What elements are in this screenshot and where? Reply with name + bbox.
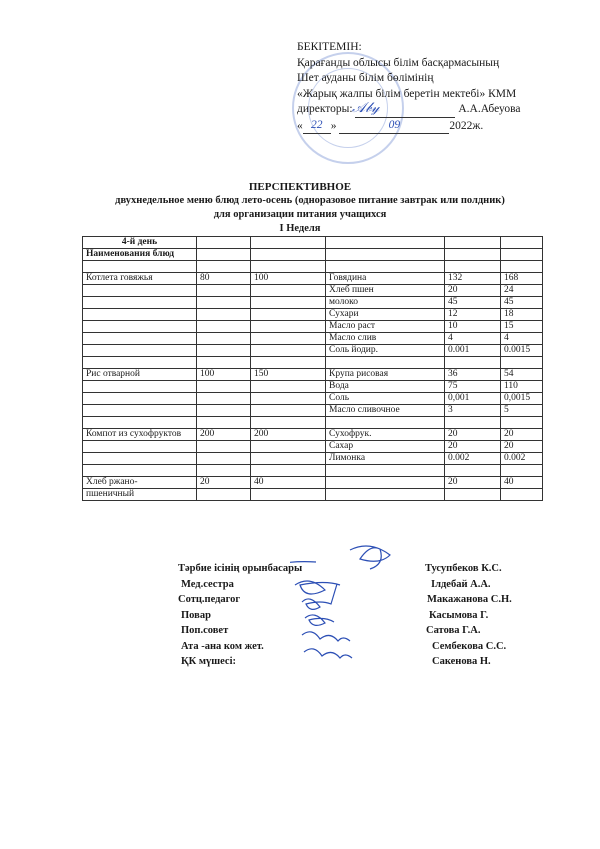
approval-heading: БЕКІТЕМІН: bbox=[297, 41, 362, 53]
signature-mark bbox=[350, 546, 390, 569]
signer-name: Тусупбеков К.С. bbox=[425, 563, 502, 574]
table-row bbox=[83, 285, 543, 297]
table-row bbox=[83, 297, 543, 309]
amount-1-cell bbox=[445, 417, 501, 429]
amount-2-cell: 40 bbox=[501, 477, 543, 489]
dish-name-cell bbox=[83, 465, 197, 477]
amount-2-cell: 54 bbox=[501, 369, 543, 381]
dish-name-cell: Рис отварной bbox=[83, 369, 197, 381]
ingredient-cell: Сахар bbox=[326, 441, 445, 453]
amount-1-cell: 12 bbox=[445, 309, 501, 321]
amount-1-cell: 0,001 bbox=[445, 393, 501, 405]
dish-name-cell bbox=[83, 393, 197, 405]
role: Повар bbox=[181, 609, 211, 621]
portion-2-cell bbox=[251, 453, 326, 465]
ingredient-cell: Хлеб пшен bbox=[326, 285, 445, 297]
table-row bbox=[83, 261, 543, 273]
ingredient-cell bbox=[326, 465, 445, 477]
dish-name-cell bbox=[83, 261, 197, 273]
amount-2-cell: 20 bbox=[501, 429, 543, 441]
amount-2-cell bbox=[501, 417, 543, 429]
role: Ата -ана ком жет. bbox=[181, 640, 264, 652]
role: Тәрбие ісінің орынбасары bbox=[178, 563, 303, 574]
table-row bbox=[83, 357, 543, 369]
signature-roles bbox=[178, 561, 302, 670]
amount-2-cell bbox=[501, 489, 543, 501]
ingredient-cell: Говядина bbox=[326, 273, 445, 285]
role: ҚК мүшесі: bbox=[181, 656, 236, 667]
amount-2-cell: 168 bbox=[501, 273, 543, 285]
ingredient-cell: Крупа рисовая bbox=[326, 369, 445, 381]
signer-name: Ілдебай А.А. bbox=[431, 578, 491, 590]
portion-1-cell bbox=[197, 321, 251, 333]
portion-2-cell: 40 bbox=[251, 477, 326, 489]
approval-line-3: «Жарық жалпы білім беретін мектебі» КММ bbox=[297, 87, 517, 100]
portion-2-cell bbox=[251, 297, 326, 309]
menu-table-body bbox=[83, 261, 543, 501]
table-row bbox=[83, 465, 543, 477]
signature-names bbox=[425, 561, 512, 670]
amount-1-cell: 132 bbox=[445, 273, 501, 285]
role: Сотц.педагог bbox=[178, 594, 241, 605]
dish-name-cell bbox=[83, 321, 197, 333]
amount-1-cell: 75 bbox=[445, 381, 501, 393]
table-header-row bbox=[83, 249, 543, 261]
ingredient-cell bbox=[326, 357, 445, 369]
table-row bbox=[83, 369, 543, 381]
amount-2-cell: 0,0015 bbox=[501, 393, 543, 405]
amount-1-cell: 45 bbox=[445, 297, 501, 309]
amount-1-cell bbox=[445, 489, 501, 501]
amount-2-cell bbox=[501, 357, 543, 369]
table-row bbox=[83, 405, 543, 417]
table-row bbox=[83, 441, 543, 453]
ingredient-cell: Масло слив bbox=[326, 333, 445, 345]
portion-2-cell: 100 bbox=[251, 273, 326, 285]
portion-1-cell bbox=[197, 345, 251, 357]
portion-2-cell bbox=[251, 333, 326, 345]
dish-name-cell bbox=[83, 453, 197, 465]
ingredient-cell: Сухари bbox=[326, 309, 445, 321]
amount-1-cell: 4 bbox=[445, 333, 501, 345]
signer-name: Сембекова С.С. bbox=[432, 640, 507, 652]
portion-1-cell: 80 bbox=[197, 273, 251, 285]
portion-1-cell bbox=[197, 285, 251, 297]
role: Мед.сестра bbox=[181, 578, 234, 590]
portion-2-cell bbox=[251, 405, 326, 417]
director-label: директоры: bbox=[297, 103, 353, 115]
table-header-row bbox=[83, 237, 543, 249]
dish-name-cell: Компот из сухофруктов bbox=[83, 429, 197, 441]
portion-1-cell bbox=[197, 333, 251, 345]
amount-2-cell: 5 bbox=[501, 405, 543, 417]
dish-name-cell: Хлеб ржано- bbox=[83, 477, 197, 489]
dish-name-cell bbox=[83, 381, 197, 393]
week-label: I Неделя bbox=[279, 223, 321, 234]
ingredient-cell: Сухофрук. bbox=[326, 429, 445, 441]
signer-name: Макажанова С.Н. bbox=[427, 594, 512, 605]
signature-mark bbox=[304, 649, 352, 658]
signer-name: Касымова Г. bbox=[429, 609, 489, 621]
amount-1-cell: 3 bbox=[445, 405, 501, 417]
portion-1-cell bbox=[197, 309, 251, 321]
amount-1-cell: 36 bbox=[445, 369, 501, 381]
table-row bbox=[83, 477, 543, 489]
ingredient-cell: молоко bbox=[326, 297, 445, 309]
director-name: А.А.Абеуова bbox=[458, 103, 521, 115]
portion-2-cell bbox=[251, 309, 326, 321]
ingredient-cell: Масло раст bbox=[326, 321, 445, 333]
portion-1-cell bbox=[197, 453, 251, 465]
table-row bbox=[83, 417, 543, 429]
director-line bbox=[297, 102, 521, 118]
portion-1-cell: 20 bbox=[197, 477, 251, 489]
ingredient-cell bbox=[326, 489, 445, 501]
portion-1-cell bbox=[197, 393, 251, 405]
ingredient-cell bbox=[326, 417, 445, 429]
portion-2-cell bbox=[251, 345, 326, 357]
table-row bbox=[83, 381, 543, 393]
amount-2-cell: 15 bbox=[501, 321, 543, 333]
approval-block bbox=[297, 40, 521, 134]
amount-2-cell: 24 bbox=[501, 285, 543, 297]
signature-mark bbox=[305, 615, 334, 625]
signature-mark bbox=[302, 632, 350, 641]
ingredient-cell: Соль йодир. bbox=[326, 345, 445, 357]
dish-name-cell: пшеничный bbox=[83, 489, 197, 501]
table-row bbox=[83, 345, 543, 357]
amount-2-cell: 18 bbox=[501, 309, 543, 321]
amount-2-cell: 20 bbox=[501, 441, 543, 453]
table-row bbox=[83, 273, 543, 285]
portion-1-cell bbox=[197, 405, 251, 417]
amount-2-cell: 110 bbox=[501, 381, 543, 393]
signer-name: Сатова Г.А. bbox=[426, 625, 481, 636]
portion-1-cell bbox=[197, 357, 251, 369]
director-signature: 𝒜𝒷𝓎 bbox=[352, 100, 380, 116]
portion-2-cell bbox=[251, 393, 326, 405]
dish-name-cell bbox=[83, 441, 197, 453]
approval-line-1: Қарағанды облысы білім басқармасының bbox=[297, 56, 500, 69]
ingredient-cell: Соль bbox=[326, 393, 445, 405]
portion-1-cell bbox=[197, 417, 251, 429]
table-row bbox=[83, 453, 543, 465]
portion-2-cell bbox=[251, 417, 326, 429]
table-row bbox=[83, 333, 543, 345]
date-day: 22 bbox=[303, 118, 331, 135]
dish-name-cell bbox=[83, 285, 197, 297]
dish-name-cell bbox=[83, 309, 197, 321]
signature-mark bbox=[295, 581, 340, 594]
portion-1-cell bbox=[197, 465, 251, 477]
signer-name: Сакенова Н. bbox=[432, 656, 491, 667]
dish-name-cell bbox=[83, 345, 197, 357]
amount-1-cell: 20 bbox=[445, 285, 501, 297]
amount-1-cell: 0.002 bbox=[445, 453, 501, 465]
menu-table bbox=[82, 236, 543, 501]
ingredient-cell: Масло сливочное bbox=[326, 405, 445, 417]
dish-name-cell bbox=[83, 297, 197, 309]
portion-2-cell bbox=[251, 381, 326, 393]
table-row bbox=[83, 393, 543, 405]
table-row bbox=[83, 309, 543, 321]
portion-1-cell bbox=[197, 441, 251, 453]
approval-line-2: Шет ауданы білім бөлімінің bbox=[297, 72, 434, 84]
portion-2-cell: 200 bbox=[251, 429, 326, 441]
amount-1-cell: 20 bbox=[445, 441, 501, 453]
amount-2-cell: 45 bbox=[501, 297, 543, 309]
amount-1-cell bbox=[445, 465, 501, 477]
portion-2-cell bbox=[251, 441, 326, 453]
amount-2-cell: 0.0015 bbox=[501, 345, 543, 357]
dish-name-cell bbox=[83, 333, 197, 345]
portion-1-cell bbox=[197, 381, 251, 393]
portion-2-cell bbox=[251, 489, 326, 501]
date-month: 09 bbox=[339, 118, 449, 135]
name-header: Наименования блюд bbox=[83, 249, 197, 261]
table-row bbox=[83, 429, 543, 441]
portion-1-cell bbox=[197, 261, 251, 273]
document-subtitle: двухнедельное меню блюд лето-осень (одноразовое питание завтрак или полдник) bbox=[115, 195, 505, 206]
portion-2-cell bbox=[251, 285, 326, 297]
amount-2-cell bbox=[501, 465, 543, 477]
amount-1-cell: 20 bbox=[445, 477, 501, 489]
ingredient-cell: Лимонка bbox=[326, 453, 445, 465]
portion-2-cell bbox=[251, 321, 326, 333]
document-title: ПЕРСПЕКТИВНОЕ bbox=[248, 181, 352, 193]
amount-1-cell bbox=[445, 261, 501, 273]
role: Поп.совет bbox=[181, 625, 229, 636]
amount-1-cell bbox=[445, 357, 501, 369]
handwritten-signatures bbox=[290, 540, 420, 670]
signature-mark bbox=[302, 584, 337, 609]
dish-name-cell bbox=[83, 417, 197, 429]
portion-2-cell bbox=[251, 357, 326, 369]
portion-1-cell: 200 bbox=[197, 429, 251, 441]
portion-2-cell: 150 bbox=[251, 369, 326, 381]
day-header: 4-й день bbox=[83, 237, 197, 249]
amount-2-cell: 4 bbox=[501, 333, 543, 345]
ingredient-cell bbox=[326, 477, 445, 489]
table-row bbox=[83, 321, 543, 333]
amount-1-cell: 20 bbox=[445, 429, 501, 441]
date-line: « 22 » 09 2022ж. bbox=[297, 118, 521, 135]
dish-name-cell bbox=[83, 405, 197, 417]
portion-1-cell: 100 bbox=[197, 369, 251, 381]
amount-1-cell: 10 bbox=[445, 321, 501, 333]
date-year: 2022ж. bbox=[449, 119, 484, 132]
amount-2-cell: 0.002 bbox=[501, 453, 543, 465]
dish-name-cell: Котлета говяжья bbox=[83, 273, 197, 285]
signature-mark bbox=[290, 562, 316, 573]
amount-1-cell: 0.001 bbox=[445, 345, 501, 357]
ingredient-cell: Вода bbox=[326, 381, 445, 393]
document-subtitle-2: для организации питания учащихся bbox=[213, 209, 387, 220]
table-row bbox=[83, 489, 543, 501]
portion-1-cell bbox=[197, 297, 251, 309]
portion-1-cell bbox=[197, 489, 251, 501]
portion-2-cell bbox=[251, 261, 326, 273]
dish-name-cell bbox=[83, 357, 197, 369]
ingredient-cell bbox=[326, 261, 445, 273]
amount-2-cell bbox=[501, 261, 543, 273]
portion-2-cell bbox=[251, 465, 326, 477]
